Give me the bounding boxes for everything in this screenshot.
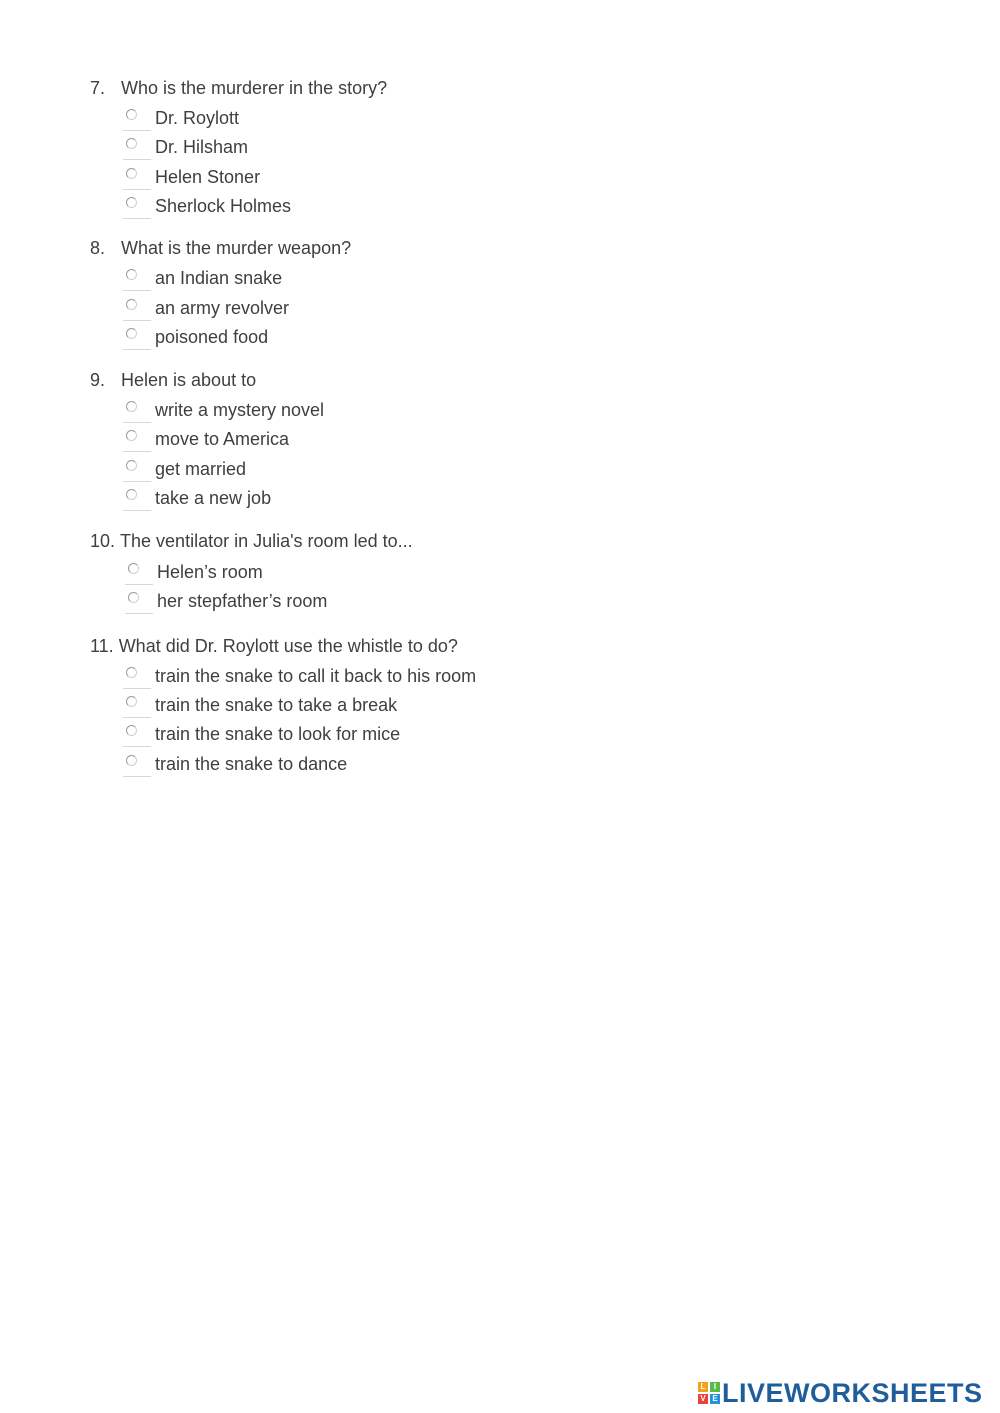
question-number: 7. [90, 78, 106, 98]
question-number: 8. [90, 238, 106, 258]
logo-icon [698, 1382, 720, 1404]
question-number: 9. [90, 370, 106, 390]
question-text: The ventilator in Julia's room led to... [120, 531, 413, 551]
question-10 [90, 530, 413, 552]
logo-letter: V [698, 1394, 708, 1404]
question-8 [90, 237, 351, 259]
question-number: 11. [90, 636, 114, 656]
question-text: What is the murder weapon? [121, 238, 352, 258]
option-label: train the snake to call it back to his room [155, 666, 477, 686]
option-label: poisoned food [155, 327, 269, 347]
radio-button[interactable] [126, 328, 137, 339]
question-7 [90, 77, 387, 99]
option-label: Sherlock Holmes [155, 196, 292, 216]
radio-button[interactable] [128, 563, 139, 574]
radio-button[interactable] [126, 269, 137, 280]
question-text: What did Dr. Roylott use the whistle to do? [118, 636, 458, 656]
logo-letter: E [710, 1394, 720, 1404]
liveworksheets-logo [698, 1378, 983, 1408]
radio-button[interactable] [126, 168, 137, 179]
question-text: Helen is about to [121, 370, 257, 390]
option-label: get married [155, 459, 247, 479]
question-11 [90, 635, 458, 657]
logo-letter: I [710, 1382, 720, 1392]
radio-button[interactable] [126, 299, 137, 310]
brand-name: LIVEWORKSHEETS [722, 1377, 983, 1408]
radio-button[interactable] [126, 725, 137, 736]
radio-button[interactable] [126, 197, 137, 208]
option-label: Dr. Hilsham [155, 137, 249, 157]
option-label: Dr. Roylott [155, 108, 240, 128]
option-label: her stepfather’s room [157, 591, 328, 611]
question-text: Who is the murderer in the story? [121, 78, 388, 98]
option-label: train the snake to dance [155, 754, 348, 774]
radio-button[interactable] [128, 592, 139, 603]
option-label: Helen Stoner [155, 167, 261, 187]
option-label: train the snake to take a break [155, 695, 398, 715]
radio-button[interactable] [126, 489, 137, 500]
radio-button[interactable] [126, 460, 137, 471]
option-label: move to America [155, 429, 290, 449]
radio-button[interactable] [126, 755, 137, 766]
option-label: an Indian snake [155, 268, 283, 288]
radio-button[interactable] [126, 430, 137, 441]
radio-button[interactable] [126, 401, 137, 412]
radio-button[interactable] [126, 109, 137, 120]
radio-button[interactable] [126, 667, 137, 678]
question-9 [90, 369, 256, 391]
option-label: write a mystery novel [155, 400, 325, 420]
option-label: Helen’s room [157, 562, 263, 582]
radio-button[interactable] [126, 696, 137, 707]
radio-button[interactable] [126, 138, 137, 149]
option-label: an army revolver [155, 298, 290, 318]
option-label: train the snake to look for mice [155, 724, 401, 744]
logo-letter: L [698, 1382, 708, 1392]
question-number: 10. [90, 531, 116, 551]
option-label: take a new job [155, 488, 272, 508]
